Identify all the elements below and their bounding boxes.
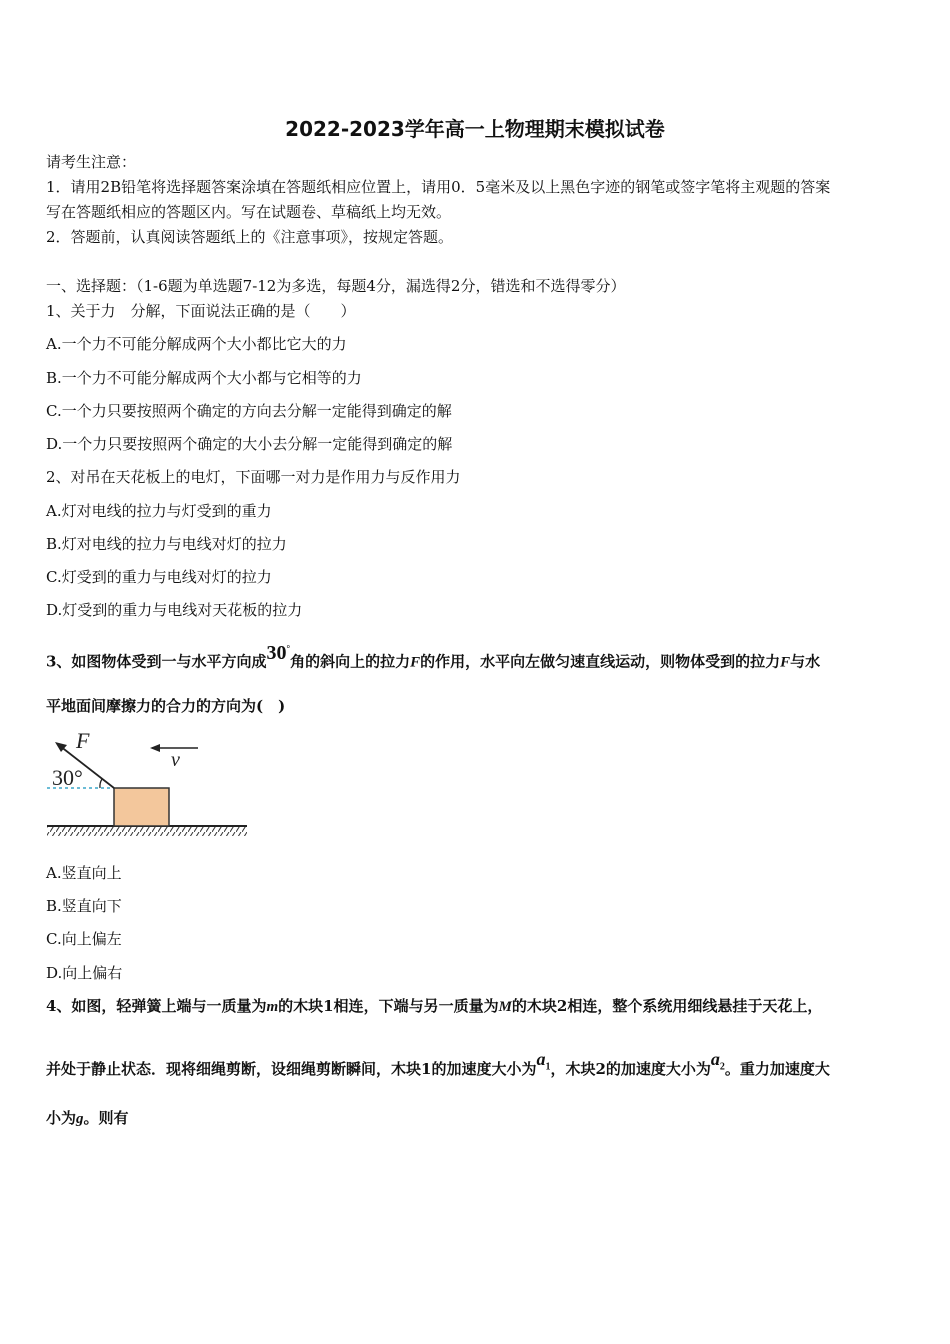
question-1-stem: 1、关于力 分解，下面说法正确的是（ ）	[46, 302, 356, 320]
question-4-part-1b: 的木块1相连，下端与另一质量为	[278, 997, 499, 1015]
question-3-stem-part-d: 与水	[790, 652, 821, 671]
mass-m-symbol: m	[266, 999, 279, 1015]
gravity-g-symbol: g	[76, 1111, 84, 1127]
question-3-stem-part-c: 的作用，水平向左做匀速直线运动，则物体受到的拉力	[420, 652, 781, 671]
angle-value: 30	[266, 641, 287, 664]
question-3-stem-part-a: 3、如图物体受到一与水平方向成	[46, 652, 267, 671]
question-4-part-2a: 并处于静止状态．现将细绳剪断，设细绳剪断瞬间，木块1的加速度大小为	[46, 1060, 537, 1078]
velocity-label: v	[171, 749, 180, 771]
question-3-stem-line-2: 平地面间摩擦力的合力的方向为( )	[46, 697, 286, 715]
force-label: F	[76, 728, 90, 753]
question-1-option-b: B.一个力不可能分解成两个大小都与它相等的力	[46, 369, 362, 387]
question-3-option-a: A.竖直向上	[46, 864, 122, 882]
question-4-part-3b: 。则有	[83, 1109, 129, 1127]
question-2-option-b: B.灯对电线的拉力与电线对灯的拉力	[46, 535, 287, 553]
question-2-option-c: C.灯受到的重力与电线对灯的拉力	[46, 568, 272, 586]
question-1-option-c: C.一个力只要按照两个确定的方向去分解一定能得到确定的解	[46, 402, 452, 420]
notice-heading: 请考生注意：	[46, 153, 137, 171]
question-4-part-1c: 的木块2相连，整个系统用细线悬挂于天花上，	[511, 997, 823, 1015]
a1-subscript: 1	[545, 1061, 551, 1073]
question-4-part-2b: ，木块2的加速度大小为	[550, 1060, 711, 1078]
mass-M-symbol: M	[498, 999, 512, 1015]
question-4-part-3a: 小为	[46, 1109, 77, 1127]
question-3-option-d: D.向上偏右	[46, 964, 123, 982]
degree-mark: °	[286, 643, 291, 653]
force-symbol: F	[410, 654, 421, 671]
question-1-option-d: D.一个力只要按照两个确定的大小去分解一定能得到确定的解	[46, 435, 453, 453]
angle-30-math	[266, 642, 290, 664]
question-4-part-1a: 4、如图，轻弹簧上端与一质量为	[46, 997, 267, 1015]
question-1-option-a: A.一个力不可能分解成两个大小都比它大的力	[46, 335, 347, 353]
question-3-option-b: B.竖直向下	[46, 897, 122, 915]
question-3-option-c: C.向上偏左	[46, 930, 122, 948]
notice-item-1-line-2: 写在答题纸相应的答题区内。写在试题卷、草稿纸上均无效。	[46, 203, 452, 221]
question-2-stem: 2、对吊在天花板上的电灯，下面哪一对力是作用力与反作用力	[46, 468, 461, 486]
force-symbol-2: F	[780, 654, 791, 671]
section-heading-choice: 一、选择题：（1-6题为单选题7-12为多选，每题4分，漏选得2分，错选和不选得零分）	[46, 277, 626, 295]
question-4-stem-line-1	[46, 996, 822, 1017]
block	[114, 788, 169, 826]
question-4-stem-line-3	[46, 1108, 129, 1129]
question-3-force-diagram	[44, 728, 250, 840]
a2-subscript: 2	[719, 1061, 725, 1073]
acceleration-a1-math	[536, 1049, 551, 1073]
acceleration-a2-math	[710, 1049, 725, 1073]
exam-title: 2022-2023学年高一上物理期末模拟试卷	[285, 117, 665, 141]
question-3-stem-part-b: 角的斜向上的拉力	[290, 652, 411, 671]
angle-label: 30°	[52, 765, 83, 790]
notice-item-2: 2．答题前，认真阅读答题纸上的《注意事项》，按规定答题。	[46, 228, 454, 246]
question-4-stem-line-2	[46, 1049, 830, 1087]
a2-letter: a	[710, 1049, 720, 1069]
a1-letter: a	[536, 1049, 546, 1069]
question-3-stem-line-1	[46, 641, 821, 673]
question-2-option-a: A.灯对电线的拉力与灯受到的重力	[46, 502, 272, 520]
velocity-arrow-head	[150, 744, 160, 752]
angle-arc	[100, 779, 102, 788]
question-2-option-d: D.灯受到的重力与电线对天花板的拉力	[46, 601, 303, 619]
ground-hatching	[47, 826, 247, 836]
question-4-part-2c: 。重力加速度大	[724, 1060, 830, 1078]
notice-item-1-line-1: 1．请用2B铅笔将选择题答案涂填在答题纸相应位置上，请用0．5毫米及以上黑色字迹的钢笔或签字笔将主观题的答案	[46, 178, 831, 196]
